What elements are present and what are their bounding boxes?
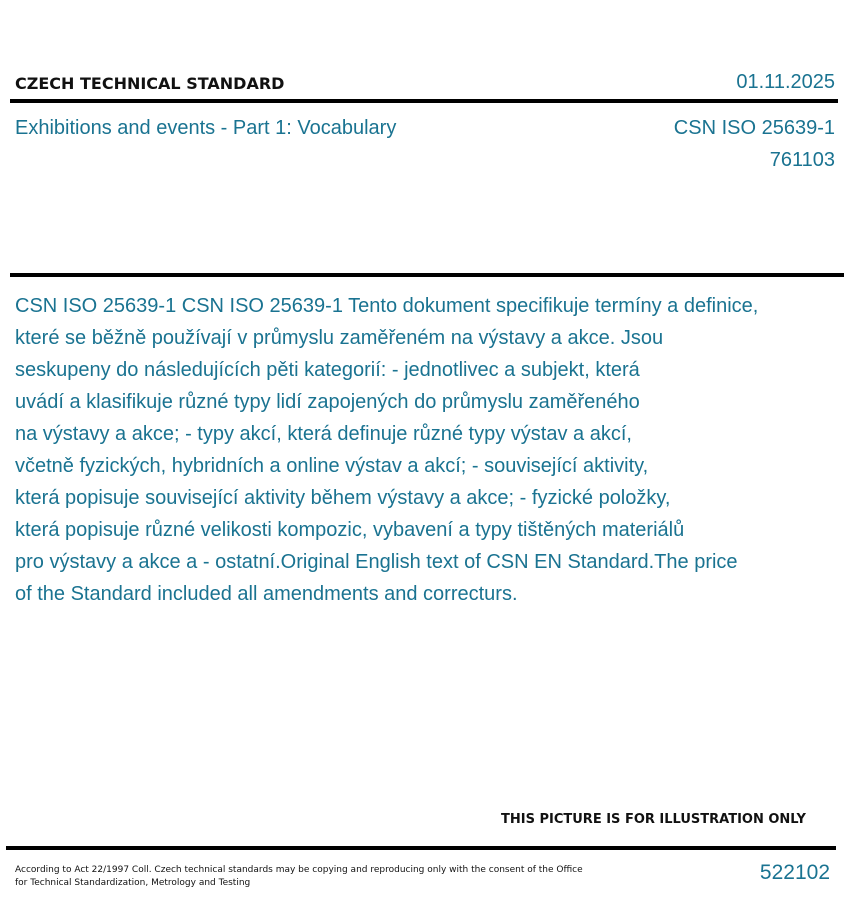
section-divider <box>10 273 844 277</box>
abstract-line: na výstavy a akce; - typy akcí, která definuje různé typy výstav a akcí, <box>15 423 632 445</box>
footer-divider <box>6 846 836 850</box>
legal-notice <box>15 864 595 890</box>
abstract-line: která popisuje různé velikosti kompozic, vybavení a typy tištěných materiálů <box>15 519 685 541</box>
document-abstract <box>15 290 845 610</box>
header-divider <box>10 99 838 103</box>
publication-date: 01.11.2025 <box>736 71 835 93</box>
catalog-number: 522102 <box>759 861 830 884</box>
illustration-disclaimer: THIS PICTURE IS FOR ILLUSTRATION ONLY <box>501 812 806 827</box>
legal-notice-line: for Technical Standardization, Metrology and Testing <box>15 878 251 888</box>
document-code: CSN ISO 25639-1 <box>673 117 835 139</box>
legal-notice-line: According to Act 22/1997 Coll. Czech technical standards may be copying and reproducing only with the consent of the Office <box>15 865 583 875</box>
abstract-line: včetně fyzických, hybridních a online výstav a akcí; - související aktivity, <box>15 455 649 477</box>
abstract-line: seskupeny do následujících pěti kategorií: - jednotlivec a subjekt, která <box>15 359 640 381</box>
abstract-line: uvádí a klasifikuje různé typy lidí zapojených do průmyslu zaměřeného <box>15 391 640 413</box>
abstract-line: of the Standard included all amendments and correcturs. <box>15 583 518 605</box>
classification-number: 761103 <box>769 149 835 171</box>
standard-type-heading: CZECH TECHNICAL STANDARD <box>15 74 285 93</box>
abstract-line: CSN ISO 25639-1 CSN ISO 25639-1 Tento dokument specifikuje termíny a definice, <box>15 295 759 317</box>
abstract-line: které se běžně používají v průmyslu zaměřeném na výstavy a akce. Jsou <box>15 327 664 349</box>
document-title: Exhibitions and events - Part 1: Vocabulary <box>15 117 397 139</box>
abstract-line: pro výstavy a akce a - ostatní.Original English text of CSN EN Standard.The price <box>15 551 738 573</box>
abstract-line: která popisuje související aktivity během výstavy a akce; - fyzické položky, <box>15 487 671 509</box>
